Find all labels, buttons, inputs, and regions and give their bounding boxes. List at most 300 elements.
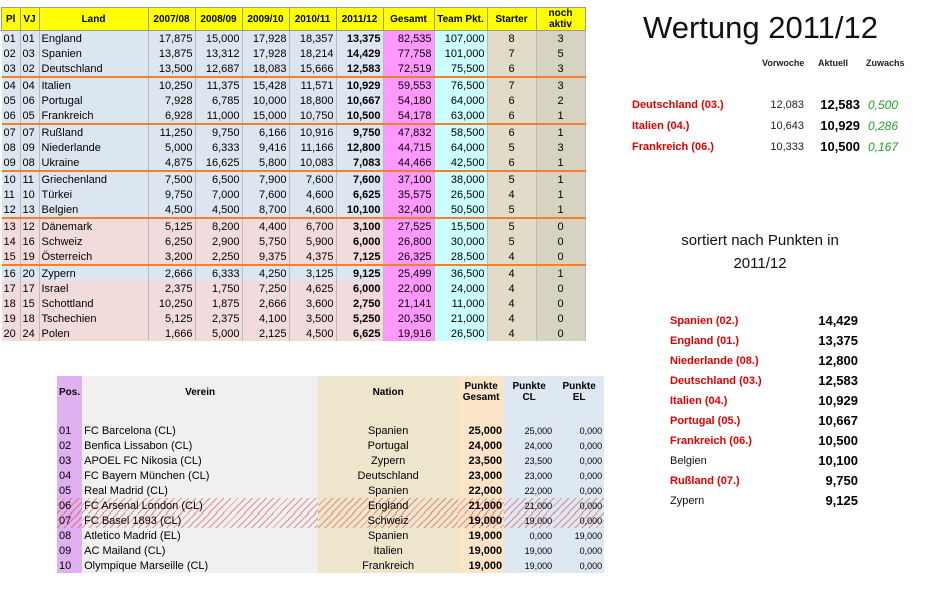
cell-gesamt: 26,325 — [383, 249, 434, 265]
cell-pos: 01 — [57, 423, 82, 438]
cell-2011-12: 6,000 — [336, 234, 383, 249]
cell-2008-09: 11,375 — [195, 77, 242, 93]
cell-2008-09: 2,900 — [195, 234, 242, 249]
cell-vj: 01 — [20, 31, 39, 47]
cell-noch-aktiv: 0 — [536, 296, 585, 311]
table-row — [57, 438, 604, 453]
col-starter: Starter — [487, 8, 536, 31]
cell-team-pkt: 75,500 — [434, 61, 487, 77]
cell-punkte-cl: 0,000 — [504, 528, 554, 543]
cell-land: Dänemark — [39, 218, 148, 234]
table-row — [57, 558, 604, 573]
cell-team-pkt: 30,000 — [434, 234, 487, 249]
cell-2010-11: 3,600 — [289, 296, 336, 311]
country-table-header — [2, 8, 586, 31]
wertung-aktuell: 12,583 — [820, 97, 860, 112]
cell-punkte-gesamt: 21,000 — [458, 498, 504, 513]
wertung-col-zuwachs: Zuwachs — [866, 58, 905, 68]
sorted-country: England (01.) — [670, 335, 740, 347]
cell-nation: Schweiz — [318, 513, 458, 528]
sorted-country: Zypern — [670, 495, 705, 507]
list-item — [670, 492, 870, 512]
cell-punkte-gesamt: 25,000 — [458, 423, 504, 438]
cell-noch-aktiv: 5 — [536, 46, 585, 61]
cell-noch-aktiv: 0 — [536, 281, 585, 296]
cell-vj: 20 — [20, 265, 39, 281]
cell-nation: Spanien — [318, 483, 458, 498]
club-ranking-table — [57, 376, 604, 573]
col-punkte-gesamt: Punkte Gesamt — [458, 376, 504, 408]
cell-verein: Olympique Marseille (CL) — [82, 558, 318, 573]
cell-punkte-gesamt: 19,000 — [458, 558, 504, 573]
cell-verein: Atletico Madrid (EL) — [82, 528, 318, 543]
cell-starter: 4 — [487, 187, 536, 202]
cell-2008-09: 4,500 — [195, 202, 242, 218]
cell-gesamt: 25,499 — [383, 265, 434, 281]
cell-2011-12: 13,375 — [336, 31, 383, 47]
cell-2007-08: 13,875 — [148, 46, 195, 61]
cell-2007-08: 10,250 — [148, 296, 195, 311]
cell-2009-10: 5,800 — [242, 155, 289, 171]
wertung-vorwoche: 10,333 — [770, 141, 804, 153]
cell-2008-09: 11,000 — [195, 108, 242, 124]
country-table-body — [2, 31, 586, 342]
cell-team-pkt: 101,000 — [434, 46, 487, 61]
cell-starter: 4 — [487, 326, 536, 341]
table-row — [2, 326, 586, 341]
cell-verein: AC Mailand (CL) — [82, 543, 318, 558]
sorted-points: 10,100 — [818, 453, 858, 468]
cell-2011-12: 7,083 — [336, 155, 383, 171]
cell-team-pkt: 50,500 — [434, 202, 487, 218]
cell-gesamt: 37,100 — [383, 171, 434, 187]
cell-noch-aktiv: 1 — [536, 202, 585, 218]
cell-2008-09: 5,000 — [195, 326, 242, 341]
cell-vj: 04 — [20, 77, 39, 93]
cell-starter: 4 — [487, 249, 536, 265]
cell-2008-09: 12,687 — [195, 61, 242, 77]
sorted-points: 12,583 — [818, 373, 858, 388]
cell-pl: 08 — [2, 140, 21, 155]
col-gesamt: Gesamt — [383, 8, 434, 31]
cell-2009-10: 4,100 — [242, 311, 289, 326]
cell-2009-10: 10,000 — [242, 93, 289, 108]
cell-2007-08: 3,200 — [148, 249, 195, 265]
table-row — [57, 423, 604, 438]
cell-land: Österreich — [39, 249, 148, 265]
cell-punkte-gesamt: 19,000 — [458, 543, 504, 558]
sorted-points: 13,375 — [818, 333, 858, 348]
cell-noch-aktiv: 1 — [536, 108, 585, 124]
cell-punkte-el: 19,000 — [554, 528, 604, 543]
cell-verein: FC Barcelona (CL) — [82, 423, 318, 438]
cell-2010-11: 15,666 — [289, 61, 336, 77]
table-row — [2, 61, 586, 77]
list-item — [670, 452, 870, 472]
cell-team-pkt: 11,000 — [434, 296, 487, 311]
cell-2011-12: 5,250 — [336, 311, 383, 326]
cell-gesamt: 72,519 — [383, 61, 434, 77]
cell-2011-12: 10,667 — [336, 93, 383, 108]
cell-2008-09: 1,750 — [195, 281, 242, 296]
cell-gesamt: 54,178 — [383, 108, 434, 124]
cell-pos: 02 — [57, 438, 82, 453]
cell-2010-11: 11,571 — [289, 77, 336, 93]
cell-2008-09: 6,785 — [195, 93, 242, 108]
cell-2010-11: 4,625 — [289, 281, 336, 296]
col-nation: Nation — [318, 376, 458, 408]
cell-team-pkt: 21,000 — [434, 311, 487, 326]
cell-land: Portugal — [39, 93, 148, 108]
cell-land: Ukraine — [39, 155, 148, 171]
cell-noch-aktiv: 0 — [536, 218, 585, 234]
table-row — [57, 528, 604, 543]
list-item — [670, 372, 870, 392]
sorted-points: 9,750 — [825, 473, 858, 488]
sorted-country: Italien (04.) — [670, 395, 728, 407]
cell-nation: Deutschland — [318, 468, 458, 483]
cell-punkte-el: 0,000 — [554, 513, 604, 528]
cell-team-pkt: 26,500 — [434, 187, 487, 202]
cell-nation: Frankreich — [318, 558, 458, 573]
cell-noch-aktiv: 2 — [536, 93, 585, 108]
cell-punkte-cl: 19,000 — [504, 513, 554, 528]
cell-pl: 10 — [2, 171, 21, 187]
cell-nation: Spanien — [318, 423, 458, 438]
cell-pl: 09 — [2, 155, 21, 171]
cell-punkte-cl: 21,000 — [504, 498, 554, 513]
cell-land: Niederlande — [39, 140, 148, 155]
cell-team-pkt: 64,000 — [434, 140, 487, 155]
cell-verein: FC Basel 1893 (CL) — [82, 513, 318, 528]
cell-gesamt: 47,832 — [383, 124, 434, 140]
wertung-col-vorwoche: Vorwoche — [762, 58, 805, 68]
col-2009-10: 2009/10 — [242, 8, 289, 31]
cell-2011-12: 9,750 — [336, 124, 383, 140]
cell-2010-11: 6,700 — [289, 218, 336, 234]
cell-noch-aktiv: 1 — [536, 171, 585, 187]
cell-2009-10: 15,428 — [242, 77, 289, 93]
cell-2010-11: 18,800 — [289, 93, 336, 108]
table-row — [57, 483, 604, 498]
cell-punkte-gesamt: 23,000 — [458, 468, 504, 483]
cell-2007-08: 11,250 — [148, 124, 195, 140]
cell-2009-10: 17,928 — [242, 31, 289, 47]
cell-2011-12: 2,750 — [336, 296, 383, 311]
table-row — [2, 155, 586, 171]
cell-2007-08: 7,500 — [148, 171, 195, 187]
sorted-points: 14,429 — [818, 313, 858, 328]
cell-gesamt: 27,525 — [383, 218, 434, 234]
cell-punkte-cl: 25,000 — [504, 423, 554, 438]
sorted-country: Deutschland (03.) — [670, 375, 762, 387]
cell-2011-12: 9,125 — [336, 265, 383, 281]
cell-2008-09: 8,200 — [195, 218, 242, 234]
cell-vj: 11 — [20, 171, 39, 187]
cell-pl: 17 — [2, 281, 21, 296]
cell-2007-08: 7,928 — [148, 93, 195, 108]
cell-starter: 4 — [487, 281, 536, 296]
cell-pl: 07 — [2, 124, 21, 140]
cell-2010-11: 3,125 — [289, 265, 336, 281]
cell-2011-12: 7,125 — [336, 249, 383, 265]
cell-vj: 13 — [20, 202, 39, 218]
table-row — [2, 281, 586, 296]
cell-verein: Real Madrid (CL) — [82, 483, 318, 498]
cell-2011-12: 12,583 — [336, 61, 383, 77]
cell-team-pkt: 42,500 — [434, 155, 487, 171]
table-row — [57, 513, 604, 528]
col-noch-aktiv: noch aktiv — [536, 8, 585, 31]
cell-noch-aktiv: 3 — [536, 61, 585, 77]
cell-pos: 05 — [57, 483, 82, 498]
sorted-country: Niederlande (08.) — [670, 355, 759, 367]
sorted-points: 10,500 — [818, 433, 858, 448]
cell-nation: Portugal — [318, 438, 458, 453]
cell-pl: 16 — [2, 265, 21, 281]
cell-punkte-el: 0,000 — [554, 558, 604, 573]
cell-starter: 4 — [487, 265, 536, 281]
cell-pl: 14 — [2, 234, 21, 249]
col-2008-09: 2008/09 — [195, 8, 242, 31]
cell-2008-09: 16,625 — [195, 155, 242, 171]
cell-nation: England — [318, 498, 458, 513]
cell-gesamt: 22,000 — [383, 281, 434, 296]
cell-2007-08: 1,666 — [148, 326, 195, 341]
wertung-vorwoche: 12,083 — [770, 99, 804, 111]
cell-pl: 18 — [2, 296, 21, 311]
cell-2008-09: 9,750 — [195, 124, 242, 140]
col-pl: Pl — [2, 8, 21, 31]
cell-land: Schweiz — [39, 234, 148, 249]
cell-gesamt: 26,800 — [383, 234, 434, 249]
cell-noch-aktiv: 3 — [536, 140, 585, 155]
cell-starter: 5 — [487, 234, 536, 249]
wertung-zuwachs: 0,167 — [868, 140, 899, 154]
club-table-spacer — [57, 408, 604, 423]
cell-pl: 11 — [2, 187, 21, 202]
cell-2007-08: 4,500 — [148, 202, 195, 218]
list-item — [670, 312, 870, 332]
cell-2011-12: 10,500 — [336, 108, 383, 124]
cell-pl: 13 — [2, 218, 21, 234]
table-row — [2, 311, 586, 326]
cell-2008-09: 7,000 — [195, 187, 242, 202]
cell-2008-09: 6,333 — [195, 140, 242, 155]
cell-noch-aktiv: 0 — [536, 326, 585, 341]
cell-starter: 6 — [487, 93, 536, 108]
cell-2008-09: 1,875 — [195, 296, 242, 311]
cell-2009-10: 6,166 — [242, 124, 289, 140]
cell-2009-10: 2,125 — [242, 326, 289, 341]
cell-punkte-cl: 23,500 — [504, 453, 554, 468]
cell-vj: 12 — [20, 218, 39, 234]
cell-starter: 6 — [487, 61, 536, 77]
cell-vj: 07 — [20, 124, 39, 140]
cell-2010-11: 10,750 — [289, 108, 336, 124]
cell-pl: 05 — [2, 93, 21, 108]
cell-gesamt: 35,575 — [383, 187, 434, 202]
cell-2007-08: 9,750 — [148, 187, 195, 202]
wertung-zuwachs: 0,500 — [868, 98, 899, 112]
cell-2009-10: 2,666 — [242, 296, 289, 311]
cell-gesamt: 32,400 — [383, 202, 434, 218]
cell-2008-09: 15,000 — [195, 31, 242, 47]
wertung-aktuell: 10,500 — [820, 139, 860, 154]
wertung-country: Italien (04.) — [632, 120, 690, 132]
cell-punkte-el: 0,000 — [554, 438, 604, 453]
cell-vj: 06 — [20, 93, 39, 108]
cell-2010-11: 4,500 — [289, 326, 336, 341]
cell-land: Türkei — [39, 187, 148, 202]
cell-pl: 06 — [2, 108, 21, 124]
cell-vj: 02 — [20, 61, 39, 77]
cell-starter: 7 — [487, 46, 536, 61]
cell-team-pkt: 24,000 — [434, 281, 487, 296]
cell-nation: Spanien — [318, 528, 458, 543]
country-ranking-table — [1, 7, 586, 341]
cell-starter: 6 — [487, 108, 536, 124]
wertung-vorwoche: 10,643 — [770, 120, 804, 132]
cell-2010-11: 4,600 — [289, 187, 336, 202]
cell-punkte-gesamt: 19,000 — [458, 528, 504, 543]
cell-punkte-cl: 19,000 — [504, 543, 554, 558]
cell-punkte-gesamt: 24,000 — [458, 438, 504, 453]
table-row — [57, 468, 604, 483]
cell-noch-aktiv: 1 — [536, 124, 585, 140]
cell-gesamt: 44,715 — [383, 140, 434, 155]
cell-punkte-el: 0,000 — [554, 468, 604, 483]
cell-team-pkt: 64,000 — [434, 93, 487, 108]
sorted-points: 10,667 — [818, 413, 858, 428]
cell-starter: 5 — [487, 171, 536, 187]
cell-gesamt: 19,916 — [383, 326, 434, 341]
table-row — [2, 31, 586, 47]
table-row — [2, 234, 586, 249]
cell-vj: 15 — [20, 296, 39, 311]
cell-gesamt: 82,535 — [383, 31, 434, 47]
cell-2011-12: 6,625 — [336, 187, 383, 202]
cell-2009-10: 17,928 — [242, 46, 289, 61]
wertung-title: Wertung 2011/12 — [643, 10, 878, 45]
cell-2009-10: 9,416 — [242, 140, 289, 155]
cell-noch-aktiv: 3 — [536, 31, 585, 47]
cell-verein: FC Arsenal London (CL) — [82, 498, 318, 513]
list-item — [632, 97, 922, 115]
table-row — [2, 202, 586, 218]
cell-2008-09: 2,250 — [195, 249, 242, 265]
cell-noch-aktiv: 1 — [536, 265, 585, 281]
cell-2009-10: 8,700 — [242, 202, 289, 218]
cell-vj: 03 — [20, 46, 39, 61]
cell-2010-11: 4,375 — [289, 249, 336, 265]
cell-verein: FC Bayern München (CL) — [82, 468, 318, 483]
sorted-country: Rußland (07.) — [670, 475, 740, 487]
cell-starter: 4 — [487, 296, 536, 311]
cell-punkte-el: 0,000 — [554, 423, 604, 438]
cell-starter: 5 — [487, 140, 536, 155]
cell-2009-10: 7,250 — [242, 281, 289, 296]
cell-vj: 09 — [20, 140, 39, 155]
cell-2007-08: 5,000 — [148, 140, 195, 155]
cell-starter: 5 — [487, 218, 536, 234]
wertung-aktuell: 10,929 — [820, 118, 860, 133]
table-row — [2, 46, 586, 61]
cell-2009-10: 18,083 — [242, 61, 289, 77]
cell-punkte-el: 0,000 — [554, 453, 604, 468]
cell-2010-11: 10,916 — [289, 124, 336, 140]
cell-2008-09: 2,375 — [195, 311, 242, 326]
list-item — [670, 432, 870, 452]
sorted-country: Spanien (02.) — [670, 315, 739, 327]
list-item — [670, 332, 870, 352]
cell-vj: 18 — [20, 311, 39, 326]
list-item — [670, 472, 870, 492]
cell-2011-12: 6,625 — [336, 326, 383, 341]
cell-pos: 04 — [57, 468, 82, 483]
sorted-country: Portugal (05.) — [670, 415, 741, 427]
cell-vj: 17 — [20, 281, 39, 296]
cell-gesamt: 54,180 — [383, 93, 434, 108]
cell-land: Griechenland — [39, 171, 148, 187]
cell-land: Tschechien — [39, 311, 148, 326]
cell-team-pkt: 58,500 — [434, 124, 487, 140]
cell-team-pkt: 15,500 — [434, 218, 487, 234]
cell-starter: 6 — [487, 155, 536, 171]
cell-2007-08: 2,375 — [148, 281, 195, 296]
cell-2008-09: 13,312 — [195, 46, 242, 61]
cell-team-pkt: 38,000 — [434, 171, 487, 187]
cell-2009-10: 4,250 — [242, 265, 289, 281]
cell-2007-08: 17,875 — [148, 31, 195, 47]
table-row — [2, 171, 586, 187]
table-row — [2, 249, 586, 265]
cell-punkte-cl: 22,000 — [504, 483, 554, 498]
cell-2009-10: 9,375 — [242, 249, 289, 265]
cell-2007-08: 13,500 — [148, 61, 195, 77]
sorted-country: Belgien — [670, 455, 707, 467]
cell-vj: 10 — [20, 187, 39, 202]
cell-punkte-cl: 23,000 — [504, 468, 554, 483]
cell-2011-12: 3,100 — [336, 218, 383, 234]
wertung-col-aktuell: Aktuell — [818, 58, 849, 68]
cell-gesamt: 20,350 — [383, 311, 434, 326]
cell-2007-08: 6,250 — [148, 234, 195, 249]
cell-punkte-el: 0,000 — [554, 498, 604, 513]
cell-noch-aktiv: 1 — [536, 187, 585, 202]
table-row — [2, 218, 586, 234]
cell-punkte-el: 0,000 — [554, 483, 604, 498]
cell-2008-09: 6,333 — [195, 265, 242, 281]
table-row — [2, 108, 586, 124]
cell-gesamt: 21,141 — [383, 296, 434, 311]
cell-2007-08: 4,875 — [148, 155, 195, 171]
cell-pos: 06 — [57, 498, 82, 513]
cell-team-pkt: 63,000 — [434, 108, 487, 124]
cell-2007-08: 10,250 — [148, 77, 195, 93]
cell-vj: 16 — [20, 234, 39, 249]
cell-starter: 6 — [487, 124, 536, 140]
cell-nation: Zypern — [318, 453, 458, 468]
table-row — [2, 265, 586, 281]
col-2010-11: 2010/11 — [289, 8, 336, 31]
cell-noch-aktiv: 0 — [536, 234, 585, 249]
cell-team-pkt: 36,500 — [434, 265, 487, 281]
table-row — [57, 543, 604, 558]
cell-pl: 01 — [2, 31, 21, 47]
cell-2011-12: 10,929 — [336, 77, 383, 93]
club-table-body — [57, 423, 604, 573]
